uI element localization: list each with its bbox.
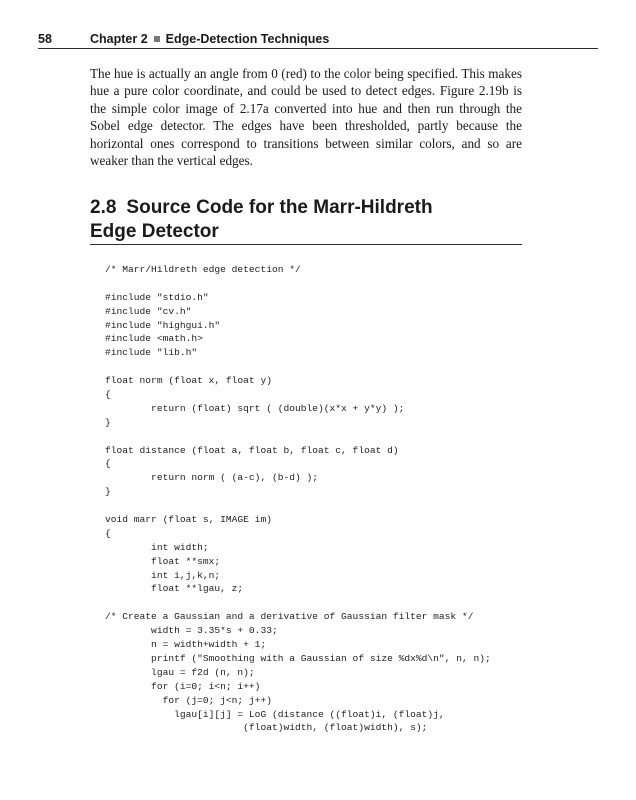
section-rule: [90, 244, 522, 245]
code-line: {: [105, 527, 111, 539]
running-header: [38, 30, 598, 49]
code-line: #include <math.h>: [105, 333, 203, 345]
code-line: for (i=0; i<n; i++): [105, 680, 261, 692]
code-line: lgau[i][j] = LoG (distance ((float)i, (float)j,: [105, 708, 445, 720]
code-line: return (float) sqrt ( (double)(x*x + y*y) );: [105, 402, 405, 414]
code-line: #include "stdio.h": [105, 291, 209, 303]
code-line: return norm ( (a-c), (b-d) );: [105, 472, 319, 484]
code-line: [105, 430, 491, 444]
code-line: }: [105, 486, 111, 498]
chapter-title: Edge-Detection Techniques: [165, 32, 330, 46]
section-heading: [90, 196, 522, 244]
code-line: {: [105, 458, 111, 470]
code-line: {: [105, 389, 111, 401]
code-line: /* Marr/Hildreth edge detection */: [105, 264, 301, 275]
code-line: [105, 277, 491, 291]
code-line: int i,j,k,n;: [105, 569, 221, 581]
code-line: width = 3.35*s + 0.33;: [105, 625, 278, 637]
body-paragraph: The hue is actually an angle from 0 (red) to the color being specified. This makes hue a pure color coordinate, and could be used to detect edges. Figure 2.19b is the simple color image of 2.17a converted into hue and then run through the Sobel edge detector. The edges have been thresholded, partly because the horizontal ones correspond to transitions between similar colors, and so are weaker than the vertical edges.: [90, 66, 522, 169]
code-line: /* Create a Gaussian and a derivative of Gaussian filter mask */: [105, 611, 474, 623]
section-title-line-1: Source Code for the Marr-Hildreth: [126, 197, 433, 218]
code-line: n = width+width + 1;: [105, 639, 267, 651]
code-line: float distance (float a, float b, float c, float d): [105, 444, 399, 456]
code-line: [105, 499, 491, 513]
header-separator: [154, 36, 160, 42]
code-line: printf ("Smoothing with a Gaussian of size %dx%d\n", n, n);: [105, 652, 491, 664]
code-line: #include "highgui.h": [105, 319, 221, 331]
code-line: int width;: [105, 541, 209, 553]
code-line: [105, 360, 491, 374]
code-line: for (j=0; j<n; j++): [105, 694, 272, 706]
code-line: float **smx;: [105, 555, 221, 567]
code-line: (float)width, (float)width), s);: [105, 722, 428, 734]
code-line: [105, 596, 491, 610]
code-line: #include "cv.h": [105, 305, 192, 317]
page-number: 58: [38, 32, 52, 46]
code-line: float norm (float x, float y): [105, 375, 272, 387]
code-line: #include "lib.h": [105, 347, 198, 359]
code-line: float **lgau, z;: [105, 583, 244, 595]
code-line: void marr (float s, IMAGE im): [105, 514, 272, 526]
section-title-line-2: Edge Detector: [90, 221, 219, 242]
code-line: lgau = f2d (n, n);: [105, 666, 255, 678]
chapter-label: Chapter 2: [90, 32, 148, 46]
code-line: }: [105, 416, 111, 428]
code-listing: [105, 263, 491, 735]
section-number: 2.8: [90, 197, 117, 218]
